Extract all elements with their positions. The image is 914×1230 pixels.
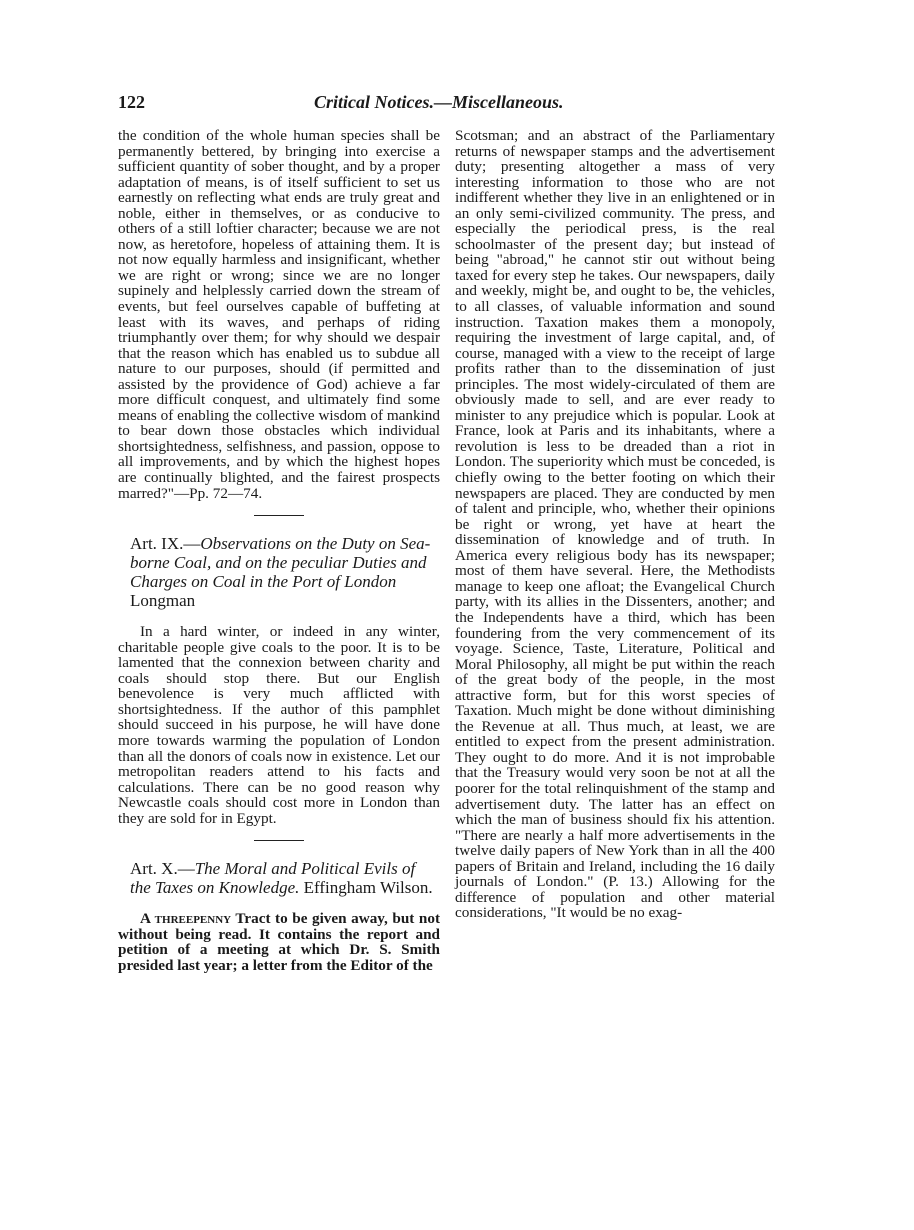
- article-body: [118, 911, 440, 973]
- article-heading: [130, 859, 440, 897]
- article-publisher: Effingham Wilson.: [303, 878, 433, 898]
- article-number: Art. X.—: [130, 859, 195, 879]
- article-heading: [130, 534, 440, 610]
- right-column: [455, 128, 775, 921]
- article-lead: A threepenny: [140, 910, 232, 928]
- article-title: Observations on the Duty on Sea-borne Coal, and on the peculiar Duties and Charges on Coal in the Port of London: [130, 534, 431, 592]
- body-paragraph: the condition of the whole human species shall be permanently bettered, by bringing into exercise a sufficient quantity of sober thought, and by a proper adaptation of means, is of itself sufficient to set us earnestly on reflecting what ends are truly great and noble, either in themselves, or as conducive to others of a still loftier character; because we are not now, as heretofore, hopeless of attaining them. It is not now equally harmless and insignificant, whether we are right or wrong; since we are no longer supinely and helplessly carried down the stream of events, but feel ourselves capable of buffeting at least with its waves, and perhaps of riding triumphantly over them; for why should we despair that the reason which has enabled us to subdue all nature to our purposes, should (if permitted and assisted by the providence of God) achieve a far more difficult conquest, and ultimately find some means of enabling the collective wisdom of mankind to bear down those obstacles which individual shortsightedness, selfishness, and passion, oppose to all improvements, and by which the highest hopes are continually blighted, and the fairest prospects marred?"—Pp. 72—74.: [118, 127, 440, 502]
- article-body-text: Tract to be given away, but not without being read. It contains the report and petition of a meeting at which Dr. S. Smith presided last year; a letter from the Editor of the: [118, 910, 440, 974]
- page-header: [118, 92, 778, 116]
- running-title: Critical Notices.—Miscellaneous.: [314, 92, 564, 112]
- section-divider: [254, 840, 304, 841]
- page-number: 122: [118, 92, 145, 112]
- article-publisher: Longman: [130, 591, 196, 611]
- article-title: The Moral and Political Evils of the Taxes on Knowledge.: [130, 859, 416, 898]
- section-divider: [254, 515, 304, 516]
- left-column: [118, 128, 440, 973]
- article-body: In a hard winter, or indeed in any winter, charitable people give coals to the poor. It is to be lamented that the connexion between charity and coals should stop there. But our English benevolence is very much afflicted with shortsightedness. If the author of this pamphlet should succeed in his purpose, he will have done more towards warming the population of London than all the donors of coals now in existence. Let our metropolitan readers attend to his facts and calculations. There can be no good reason why Newcastle coals should cost more in London than they are sold for in Egypt.: [118, 623, 440, 827]
- body-paragraph: Scotsman; and an abstract of the Parliamentary returns of newspaper stamps and the advertisement duty; presenting altogether a mass of very interesting information to those who are not indifferent whether they live in an enlightened or in an only semi-civilized community. The press, and especially the periodical press, is the real schoolmaster of the present day; but instead of being "abroad," he cannot stir out without being taxed for every step he takes. Our newspapers, daily and weekly, might be, and ought to be, the vehicles, to all classes, of valuable information and sound instruction. Taxation makes them a monopoly, requiring the investment of large capital, and, of course, managed with a view to the receipt of large profits rather than to the dissemination of just principles. The most widely-circulated of them are obviously made to sell, and are ever ready to minister to any prejudice which is popular. Look at France, look at Paris and its inhabitants, where a revolution is less to be dreaded than a riot in London. The superiority which must be conceded, is chiefly owing to the better footing on which their newspapers are placed. They are conducted by men of talent and principle, who, whether their opinions be right or wrong, yet have at heart the dissemination of knowledge and of truth. In America every religious body has its newspaper; most of them have several. Here, the Methodists manage to keep one afloat; the Evangelical Church party, with its allies in the Dissenters, another; and the Independents have a third, which has been foundering from the very commencement of its voyage. Science, Taste, Literature, Political and Moral Philosophy, all might be put within the reach of the great body of the people, in the most attractive form, but for this worst species of Taxation. Much might be done without diminishing the Revenue at all. Thus much, at least, we are entitled to expect from the present administration. They ought to do more. And it is not improbable that the Treasury would very soon be not at all the poorer for the total relinquishment of the stamp and advertisement duty. The latter has an effect on which the man of business should fix his attention. "There are nearly a half more advertisements in the twelve daily papers of New York than in all the 400 papers of Britain and Ireland, including the 16 daily journals of London." (P. 13.) Allowing for the difference of population and other material considerations, "It would be no exag-: [455, 127, 775, 922]
- article-number: Art. IX.—: [130, 534, 201, 554]
